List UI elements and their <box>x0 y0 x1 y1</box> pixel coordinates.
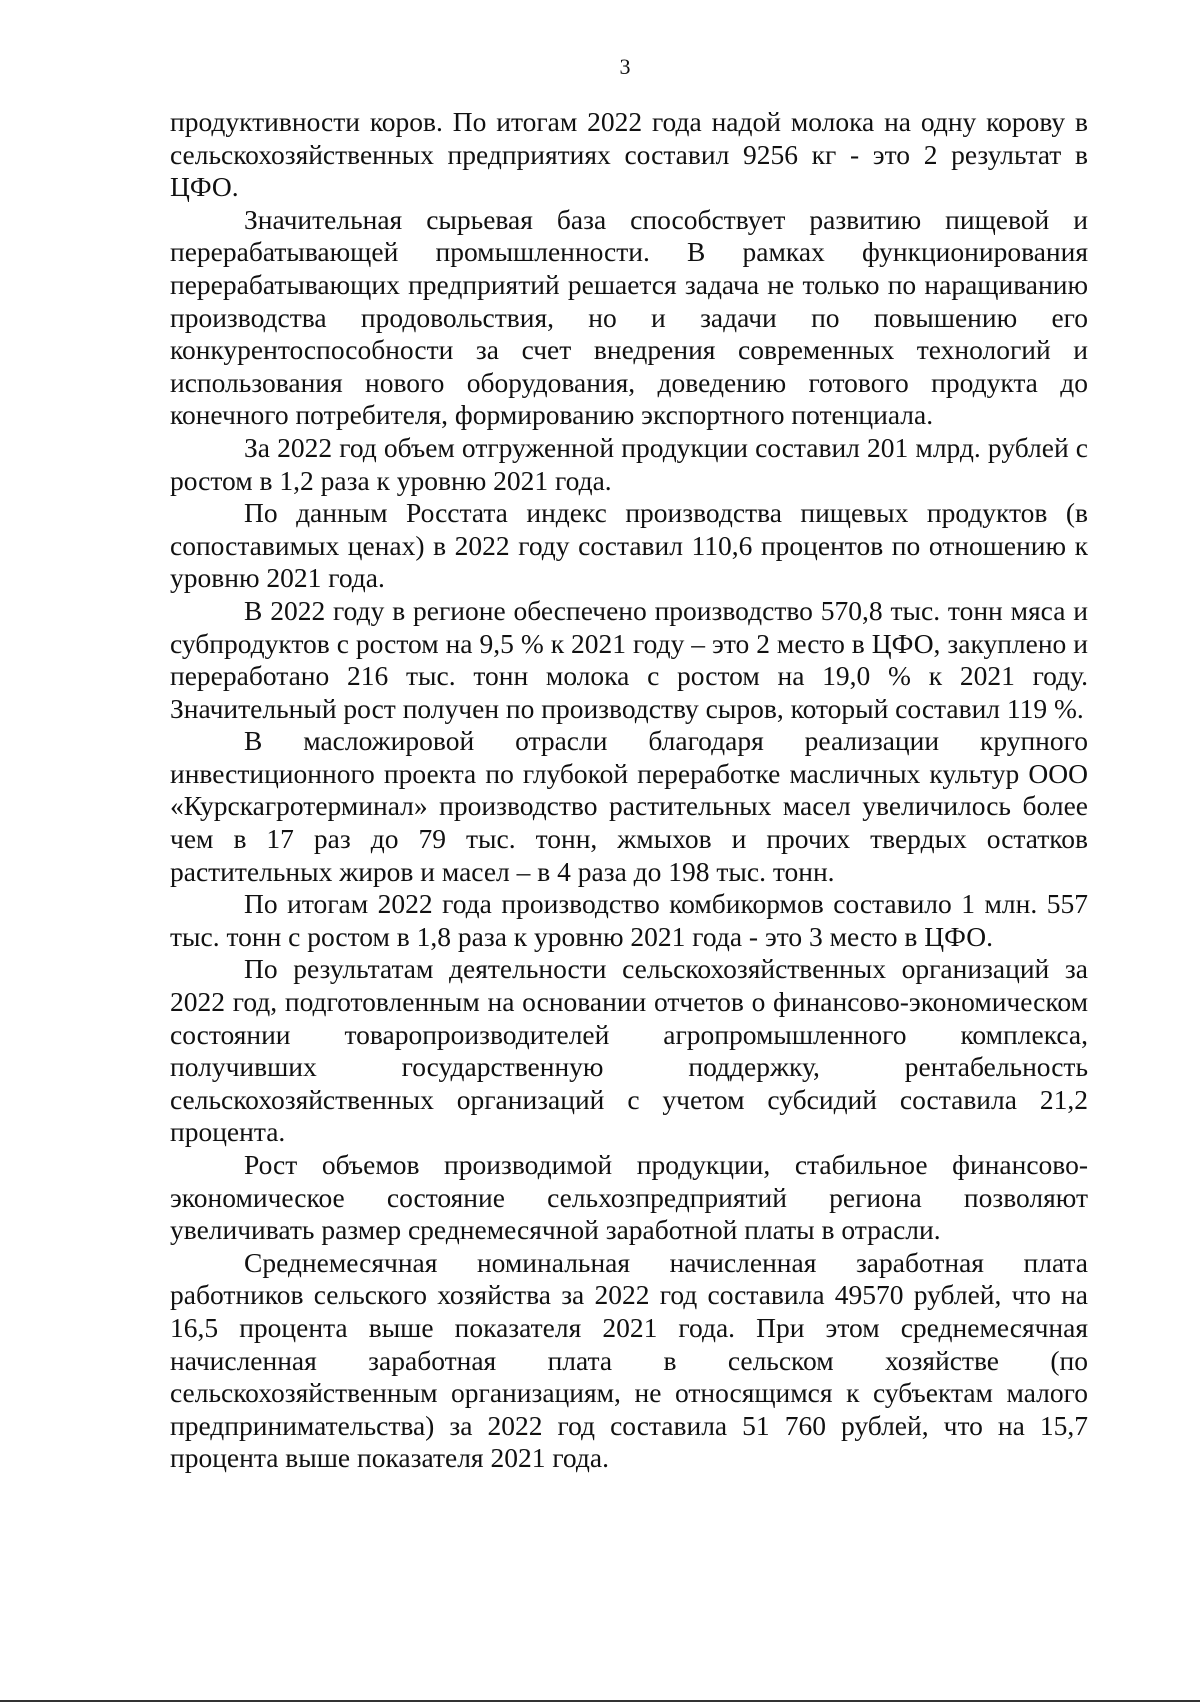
paragraph-6: В масложировой отрасли благодаря реализации крупного инвестиционного проекта по глубокой переработке масличных культур ООО «Курскагротерминал» производство растительных масел увеличилось более чем в 17 раз до 79 тыс. тонн, жмыхов и прочих твердых остатков растительных жиров и масел – в 4 раза до 198 тыс. тонн. <box>170 725 1088 887</box>
paragraph-5: В 2022 году в регионе обеспечено производство 570,8 тыс. тонн мяса и субпродуктов с ростом на 9,5 % к 2021 году – это 2 место в ЦФО, закуплено и переработано 216 тыс. тонн молока с ростом на 19,0 % к 2021 году. Значительный рост получен по производству сыров, который составил 119 %. <box>170 594 1088 724</box>
paragraph-9: Рост объемов производимой продукции, стабильное финансово-экономическое состояние сельхозпредприятий региона позволяют увеличивать размер среднемесячной заработной платы в отрасли. <box>170 1149 1088 1246</box>
document-body <box>170 106 1088 1475</box>
page-number: 3 <box>619 54 631 79</box>
paragraph-4: По данным Росстата индекс производства пищевых продуктов (в сопоставимых ценах) в 2022 году составил 110,6 процентов по отношению к уровню 2021 года. <box>170 497 1088 594</box>
paragraph-2: Значительная сырьевая база способствует развитию пищевой и перерабатывающей промышленности. В рамках функционирования перерабатывающих предприятий решается задача не только по наращиванию производства продовольствия, но и задачи по повышению его конкурентоспособности за счет внедрения современных технологий и использования нового оборудования, доведению готового продукта до конечного потребителя, формированию экспортного потенциала. <box>170 203 1088 431</box>
paragraph-8: По результатам деятельности сельскохозяйственных организаций за 2022 год, подготовленным на основании отчетов о финансово-экономическом состоянии товаропроизводителей агропромышленного комплекса, получивших государственную поддержку, рентабельность сельскохозяйственных организаций с учетом субсидий составила 21,2 процента. <box>170 953 1088 1148</box>
paragraph-10: Среднемесячная номинальная начисленная заработная плата работников сельского хозяйства за 2022 год составила 49570 рублей, что на 16,5 процента выше показателя 2021 года. При этом среднемесячная начисленная заработная плата в сельском хозяйстве (по сельскохозяйственным организациям, не относящимся к субъектам малого предпринимательства) за 2022 год составила 51 760 рублей, что на 15,7 процента выше показателя 2021 года. <box>170 1246 1088 1474</box>
paragraph-7: По итогам 2022 года производство комбикормов составило 1 млн. 557 тыс. тонн с ростом в 1,8 раза к уровню 2021 года - это 3 место в ЦФО. <box>170 888 1088 952</box>
paragraph-1: продуктивности коров. По итогам 2022 года надой молока на одну корову в сельскохозяйственных предприятиях составил 9256 кг - это 2 результат в ЦФО. <box>170 106 1088 203</box>
scan-edge-line <box>0 1700 1200 1702</box>
paragraph-3: За 2022 год объем отгруженной продукции составил 201 млрд. рублей с ростом в 1,2 раза к уровню 2021 года. <box>170 431 1088 496</box>
